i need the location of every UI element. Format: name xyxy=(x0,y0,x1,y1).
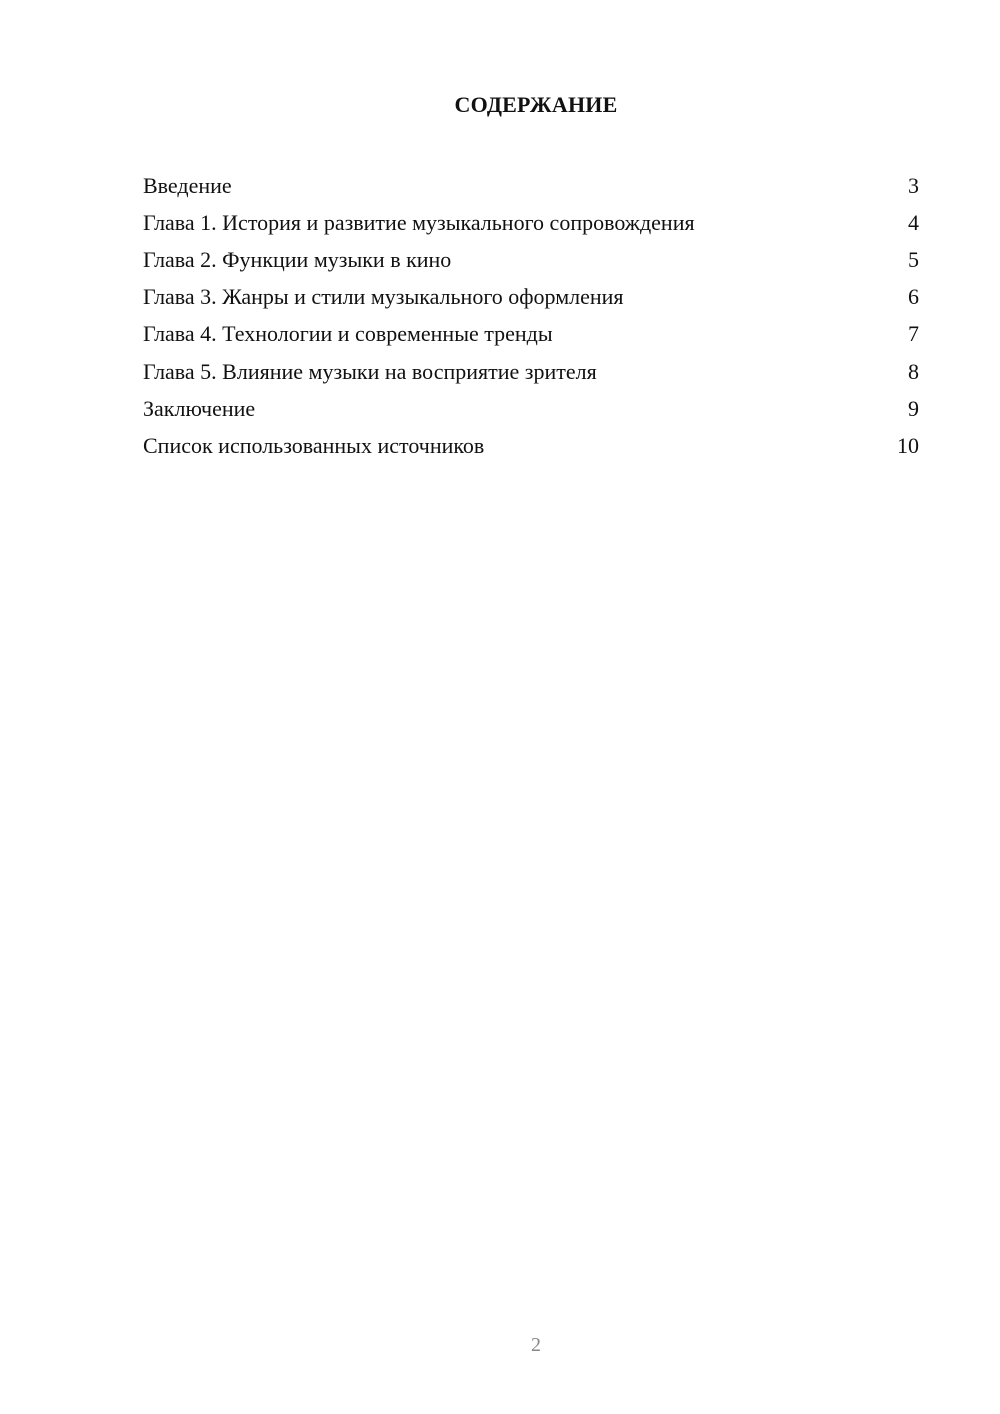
toc-entry-chapter-3 xyxy=(143,279,919,316)
toc-entry-chapter-2 xyxy=(143,241,919,278)
toc-entry-page: 3 xyxy=(908,172,919,198)
toc-entry-label: Глава 4. Технологии и современные тренды xyxy=(143,321,553,347)
toc-entry-label: Глава 1. История и развитие музыкального сопровождения xyxy=(143,209,695,235)
toc-entry-label: Введение xyxy=(143,172,232,198)
toc-entry-label: Глава 3. Жанры и стили музыкального оформления xyxy=(143,284,624,310)
toc-entry-introduction xyxy=(143,167,919,204)
toc-entry-page: 5 xyxy=(908,246,919,272)
toc-entry-label: Глава 5. Влияние музыки на восприятие зрителя xyxy=(143,358,597,384)
toc-title: СОДЕРЖАНИЕ xyxy=(454,92,618,117)
toc-list xyxy=(143,167,919,465)
toc-entry-page: 6 xyxy=(908,284,919,310)
toc-entry-chapter-4 xyxy=(143,316,919,353)
toc-entry-page: 10 xyxy=(897,432,919,458)
toc-entry-label: Заключение xyxy=(143,395,256,421)
toc-entry-page: 8 xyxy=(908,358,919,384)
toc-entry-page: 4 xyxy=(908,209,919,235)
toc-entry-label: Глава 2. Функции музыки в кино xyxy=(143,246,452,272)
toc-entry-chapter-5 xyxy=(143,353,919,390)
toc-entry-chapter-1 xyxy=(143,204,919,241)
page-number: 2 xyxy=(531,1334,541,1356)
toc-entry-page: 7 xyxy=(908,321,919,347)
toc-entry-conclusion xyxy=(143,390,919,427)
toc-entry-references xyxy=(143,427,919,464)
toc-entry-page: 9 xyxy=(908,395,919,421)
toc-entry-label: Список использованных источников xyxy=(143,432,485,458)
